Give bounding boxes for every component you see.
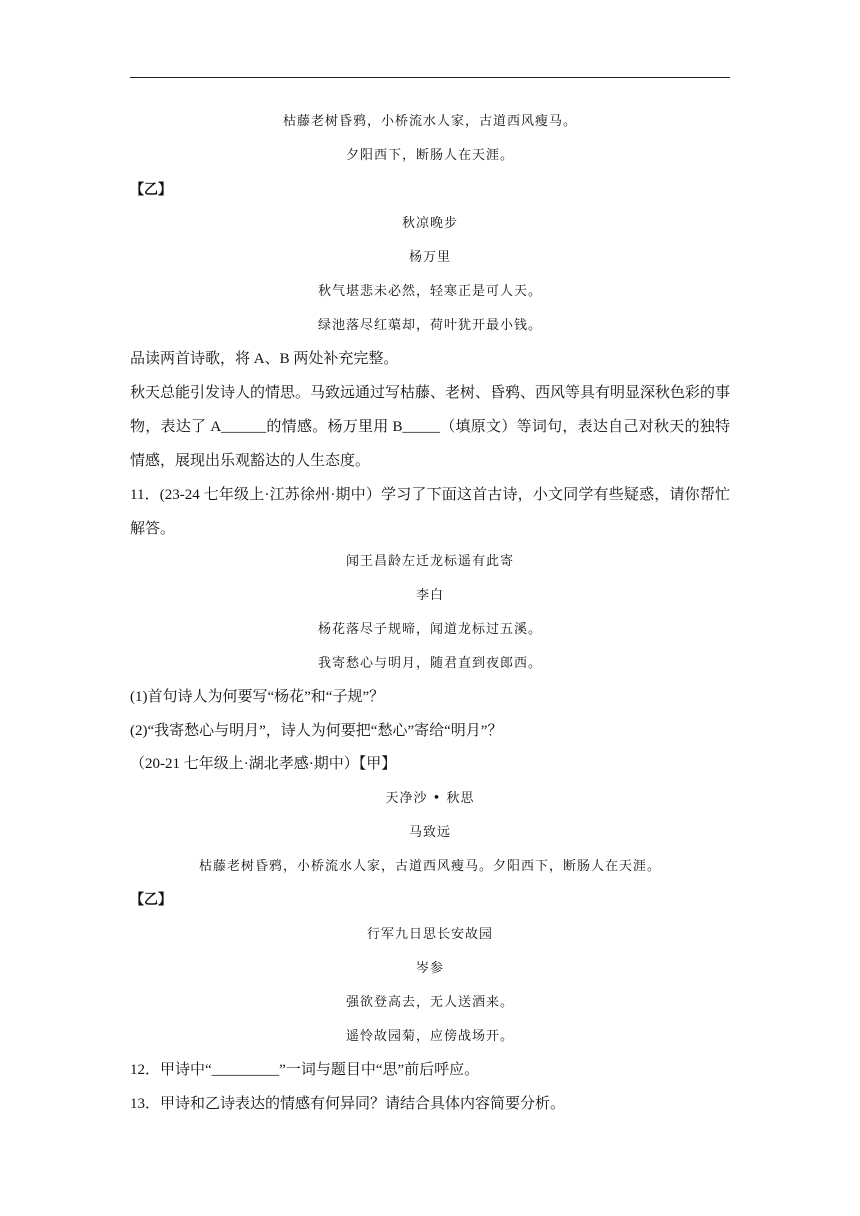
sub-question-2: (2)“我寄愁心与明月”，诗人为何要把“愁心”寄给“明月”？: [130, 723, 503, 739]
question-11: 11．(23-24 七年级上·江苏徐州·期中）学习了下面这首古诗，小文同学有些疑惑，请你帮忙解答。: [130, 487, 730, 537]
poem-author: 岑参: [415, 961, 444, 976]
question-12: 12．甲诗中“_________”一词与题目中“思”前后呼应。: [130, 1062, 480, 1078]
poem-author: 马致远: [408, 825, 451, 840]
poem-line: 枯藤老树昏鸦，小桥流水人家，古道西风瘦马。: [282, 114, 577, 129]
poem-title: 行军九日思长安故园: [366, 927, 493, 942]
poem-author: 李白: [415, 588, 444, 603]
poem-line: 绿池落尽红蕖却，荷叶犹开最小钱。: [317, 318, 542, 333]
question-13: 13．甲诗和乙诗表达的情感有何异同？请结合具体内容简要分析。: [130, 1096, 566, 1112]
poem-line: 遥怜故园菊，应傍战场开。: [345, 1029, 514, 1044]
header-rule: [130, 77, 730, 78]
poem-line: 杨花落尽子规啼，闻道龙标过五溪。: [317, 622, 542, 637]
poem-line: 枯藤老树昏鸦，小桥流水人家，古道西风瘦马。夕阳西下，断肠人在天涯。: [198, 859, 661, 874]
section-marker: 【乙】: [130, 182, 172, 198]
poem-title: 闻王昌龄左迁龙标遥有此寄: [345, 554, 514, 569]
poem-title: 天净沙 • 秋思: [385, 791, 475, 806]
poem-title: 秋凉晚步: [401, 216, 458, 231]
poem-line: 夕阳西下，断肠人在天涯。: [345, 148, 514, 163]
sub-question-1: (1)首句诗人为何要写“杨花”和“子规”？: [130, 689, 385, 705]
poem-line: 秋气堪悲未必然，轻寒正是可人天。: [317, 284, 542, 299]
section-marker: 【乙】: [130, 892, 172, 908]
poem-author: 杨万里: [408, 250, 451, 265]
source-label: （20-21 七年级上·湖北孝感·期中）【甲】: [130, 756, 397, 772]
poem-line: 我寄愁心与明月，随君直到夜郎西。: [317, 656, 542, 671]
question-paragraph: 秋天总能引发诗人的情思。马致远通过写枯藤、老树、昏鸦、西风等具有明显深秋色彩的事物，表达了 A______的情感。杨万里用 B_____（填原文）等词句，表达自己对秋天的独特情感，展现出乐观豁达的人生态度。: [130, 385, 731, 469]
poem-line: 强欲登高去，无人送酒来。: [345, 995, 514, 1010]
instruction-text: 品读两首诗歌，将 A、B 两处补充完整。: [130, 351, 399, 367]
